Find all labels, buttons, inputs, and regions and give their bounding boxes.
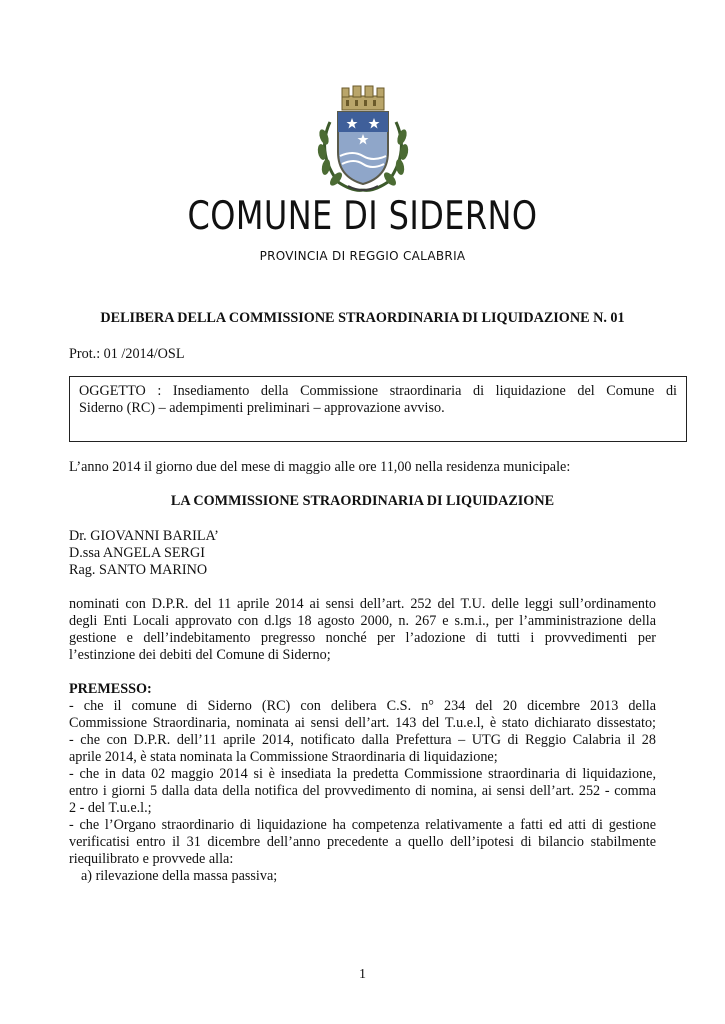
- paragraph-line: verificatisi entro il 31 dicembre dell’anno precedente a quello dell’ipotesi di bilancio stabilmente: [69, 834, 656, 850]
- premesso-heading: PREMESSO:: [69, 681, 152, 697]
- oggetto-text: [79, 383, 677, 417]
- list-item: a) rilevazione della massa passiva;: [81, 868, 278, 884]
- coat-of-arms-icon: [308, 82, 418, 197]
- oggetto-line: Siderno (RC) – adempimenti preliminari – approvazione avviso.: [79, 400, 445, 416]
- intro-line: L’anno 2014 il giorno due del mese di maggio alle ore 11,00 nella residenza municipale:: [69, 459, 571, 475]
- paragraph-line: nominati con D.P.R. del 11 aprile 2014 ai sensi dell’art. 252 del T.U. delle leggi sull’ordinamento: [69, 596, 656, 612]
- nominati-paragraph: [69, 596, 656, 664]
- paragraph-line: - che il comune di Siderno (RC) con delibera C.S. n° 234 del 20 dicembre 2013 della: [69, 698, 656, 714]
- member-name: Rag. SANTO MARINO: [69, 562, 208, 578]
- paragraph-line: riequilibrato e provvede alla:: [69, 851, 234, 867]
- oggetto-line: OGGETTO : Insediamento della Commissione straordinaria di liquidazione del Comune di: [79, 383, 677, 399]
- paragraph-line: degli Enti Locali approvato con d.lgs 18 agosto 2000, n. 267 e s.m.i., per l’amministrazione della: [69, 613, 656, 629]
- paragraph-line: - che con D.P.R. dell’11 aprile 2014, notificato dalla Prefettura – UTG di Reggio Calabria il 28: [69, 732, 656, 748]
- paragraph-line: aprile 2014, è stata nominata la Commissione Straordinaria di liquidazione;: [69, 749, 498, 765]
- paragraph-line: - che in data 02 maggio 2014 si è insediata la predetta Commissione straordinaria di liquidazione,: [69, 766, 656, 782]
- delibera-heading: DELIBERA DELLA COMMISSIONE STRAORDINARIA DI LIQUIDAZIONE N. 01: [100, 310, 625, 326]
- page-number: 1: [359, 967, 366, 982]
- province-subtitle: PROVINCIA DI REGGIO CALABRIA: [259, 249, 466, 263]
- commission-heading: LA COMMISSIONE STRAORDINARIA DI LIQUIDAZIONE: [170, 493, 555, 509]
- municipality-title: COMUNE DI SIDERNO: [187, 194, 538, 239]
- member-name: Dr. GIOVANNI BARILA’: [69, 528, 219, 544]
- premesso-paragraph: [69, 698, 656, 868]
- paragraph-line: gestione e dell’indebitamento pregresso nonché per l’adozione di tutti i provvedimenti per: [69, 630, 656, 646]
- paragraph-line: Commissione Straordinaria, nominata ai sensi dell’art. 143 del T.u.e.l, è stato dichiarato dissestato;: [69, 715, 656, 731]
- member-name: D.ssa ANGELA SERGI: [69, 545, 205, 561]
- paragraph-line: l’estinzione dei debiti del Comune di Siderno;: [69, 647, 331, 663]
- paragraph-line: 2 - del T.u.e.l.;: [69, 800, 152, 816]
- paragraph-line: entro i giorni 5 dalla data della notifica del provvedimento di nomina, ai sensi dell’art. 252 - comma: [69, 783, 656, 799]
- paragraph-line: - che l’Organo straordinario di liquidazione ha competenza relativamente a fatti ed atti di gestione: [69, 817, 656, 833]
- protocol-number: Prot.: 01 /2014/OSL: [69, 346, 185, 362]
